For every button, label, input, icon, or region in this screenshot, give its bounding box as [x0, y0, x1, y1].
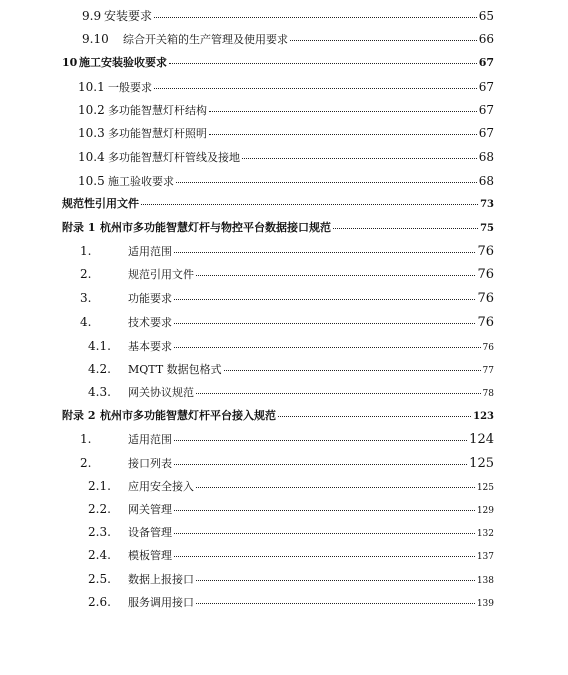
toc-entry[interactable]: [82, 33, 494, 45]
entry-page: 76: [482, 343, 494, 353]
toc-entry[interactable]: [78, 104, 494, 116]
entry-title: 技术要求: [128, 316, 172, 329]
entry-page: 67: [478, 103, 494, 117]
entry-title: 施工验收要求: [108, 175, 174, 188]
dot-leader: [209, 134, 477, 135]
entry-number: 10.5: [78, 174, 105, 188]
dot-leader: [196, 580, 475, 581]
entry-title: 接口列表: [128, 457, 172, 470]
entry-number: 2.: [80, 267, 92, 281]
entry-page: 75: [480, 223, 494, 234]
entry-page: 76: [477, 244, 494, 259]
entry-page: 129: [476, 506, 494, 516]
entry-page: 67: [478, 80, 494, 94]
toc-entry[interactable]: [80, 268, 494, 281]
entry-number: 2.6.: [88, 595, 111, 609]
entry-page: 139: [476, 599, 494, 609]
dot-leader: [224, 370, 481, 371]
entry-title: 综合开关箱的生产管理及使用要求: [123, 33, 288, 46]
dot-leader: [174, 440, 467, 441]
entry-number: 附录 1: [62, 221, 96, 234]
dot-leader: [196, 393, 481, 394]
toc-entry[interactable]: [80, 457, 494, 470]
dot-leader: [176, 182, 477, 183]
entry-number: 10: [62, 56, 78, 69]
entry-number: 4.2.: [88, 362, 111, 376]
toc-entry[interactable]: [88, 503, 494, 516]
entry-title: 网关协议规范: [128, 386, 194, 399]
entry-number: 2.1.: [88, 479, 111, 493]
dot-leader: [154, 88, 477, 89]
entry-page: 67: [478, 56, 494, 69]
entry-title: 安装要求: [104, 9, 153, 23]
entry-page: 76: [477, 267, 494, 282]
toc-entry[interactable]: [88, 363, 494, 376]
entry-page: 77: [482, 366, 494, 376]
toc-entry[interactable]: [62, 57, 494, 68]
toc-entry[interactable]: [80, 245, 494, 258]
entry-page: 76: [477, 315, 494, 330]
entry-number: 4.: [80, 315, 92, 329]
dot-leader: [174, 464, 467, 465]
entry-title: 一般要求: [108, 81, 152, 94]
dot-leader: [141, 204, 478, 205]
entry-number: 10.3: [78, 126, 105, 140]
entry-title: 设备管理: [128, 526, 172, 539]
entry-title: 功能要求: [128, 292, 172, 305]
entry-page: 68: [478, 150, 494, 164]
entry-title: 数据上报接口: [128, 573, 194, 586]
dot-leader: [174, 299, 475, 300]
entry-page: 125: [476, 483, 494, 493]
dot-leader: [196, 603, 475, 604]
toc-entry[interactable]: [78, 175, 494, 187]
entry-number: 9.10: [82, 32, 109, 46]
dot-leader: [174, 510, 475, 511]
entry-number: 1.: [80, 432, 92, 446]
entry-number: 2.2.: [88, 502, 111, 516]
toc-entry[interactable]: [88, 340, 494, 353]
entry-title: 基本要求: [128, 340, 172, 353]
entry-page: 73: [480, 199, 494, 210]
toc-entry[interactable]: [88, 596, 494, 609]
entry-number: 1.: [80, 244, 92, 258]
toc-entry[interactable]: [88, 526, 494, 539]
dot-leader: [209, 111, 477, 112]
entry-title: 应用安全接入: [128, 480, 194, 493]
dot-leader: [290, 40, 477, 41]
toc-entry[interactable]: [78, 81, 494, 93]
entry-title: MQTT 数据包格式: [128, 363, 222, 376]
toc-entry[interactable]: [88, 386, 494, 399]
entry-page: 76: [477, 291, 494, 306]
toc-entry[interactable]: [80, 433, 494, 446]
entry-title: 规范性引用文件: [62, 197, 139, 210]
entry-title: 适用范围: [128, 433, 172, 446]
dot-leader: [242, 158, 477, 159]
entry-number: 10.4: [78, 150, 105, 164]
entry-title: 杭州市多功能智慧灯杆平台接入规范: [100, 409, 276, 422]
dot-leader: [174, 556, 475, 557]
entry-page: 137: [476, 552, 494, 562]
entry-page: 138: [476, 576, 494, 586]
entry-page: 66: [478, 32, 494, 46]
entry-page: 68: [478, 174, 494, 188]
entry-number: 10.2: [78, 103, 105, 117]
toc-entry[interactable]: [62, 222, 494, 234]
entry-page: 67: [478, 126, 494, 140]
dot-leader: [196, 275, 475, 276]
toc-entry[interactable]: [80, 292, 494, 305]
entry-number: 10.1: [78, 80, 105, 94]
entry-number: 2.3.: [88, 525, 111, 539]
entry-number: 2.5.: [88, 572, 111, 586]
dot-leader: [154, 17, 477, 18]
entry-page: 125: [469, 456, 494, 471]
entry-page: 65: [478, 9, 494, 23]
entry-page: 124: [469, 432, 494, 447]
entry-title: 模板管理: [128, 549, 172, 562]
entry-title: 多功能智慧灯杆结构: [108, 104, 207, 117]
dot-leader: [174, 533, 475, 534]
entry-number: 4.1.: [88, 339, 111, 353]
entry-number: 9.9: [82, 9, 102, 23]
entry-title: 适用范围: [128, 245, 172, 258]
entry-title: 多功能智慧灯杆管线及接地: [108, 151, 240, 164]
toc-entry[interactable]: [82, 10, 494, 22]
entry-title: 杭州市多功能智慧灯杆与物控平台数据接口规范: [100, 221, 331, 234]
toc-entry[interactable]: [78, 127, 494, 139]
toc-entry[interactable]: [88, 549, 494, 562]
entry-title: 施工安装验收要求: [79, 56, 167, 69]
dot-leader: [278, 416, 471, 417]
entry-title: 规范引用文件: [128, 268, 194, 281]
dot-leader: [196, 487, 475, 488]
toc-entry[interactable]: [62, 410, 494, 422]
entry-page: 78: [482, 389, 494, 399]
entry-number: 附录 2: [62, 409, 96, 422]
toc-entry[interactable]: [62, 198, 494, 210]
entry-title: 多功能智慧灯杆照明: [108, 127, 207, 140]
toc-entry[interactable]: [78, 151, 494, 163]
dot-leader: [174, 347, 481, 348]
dot-leader: [174, 323, 475, 324]
entry-page: 123: [473, 411, 494, 422]
dot-leader: [169, 63, 477, 64]
entry-title: 网关管理: [128, 503, 172, 516]
entry-number: 2.: [80, 456, 92, 470]
dot-leader: [333, 228, 478, 229]
entry-number: 2.4.: [88, 548, 111, 562]
entry-page: 132: [476, 529, 494, 539]
dot-leader: [174, 252, 475, 253]
entry-number: 3.: [80, 291, 92, 305]
toc-entry[interactable]: [88, 480, 494, 493]
toc-entry[interactable]: [88, 573, 494, 586]
toc-entry[interactable]: [80, 316, 494, 329]
entry-title: 服务调用接口: [128, 596, 194, 609]
entry-number: 4.3.: [88, 385, 111, 399]
